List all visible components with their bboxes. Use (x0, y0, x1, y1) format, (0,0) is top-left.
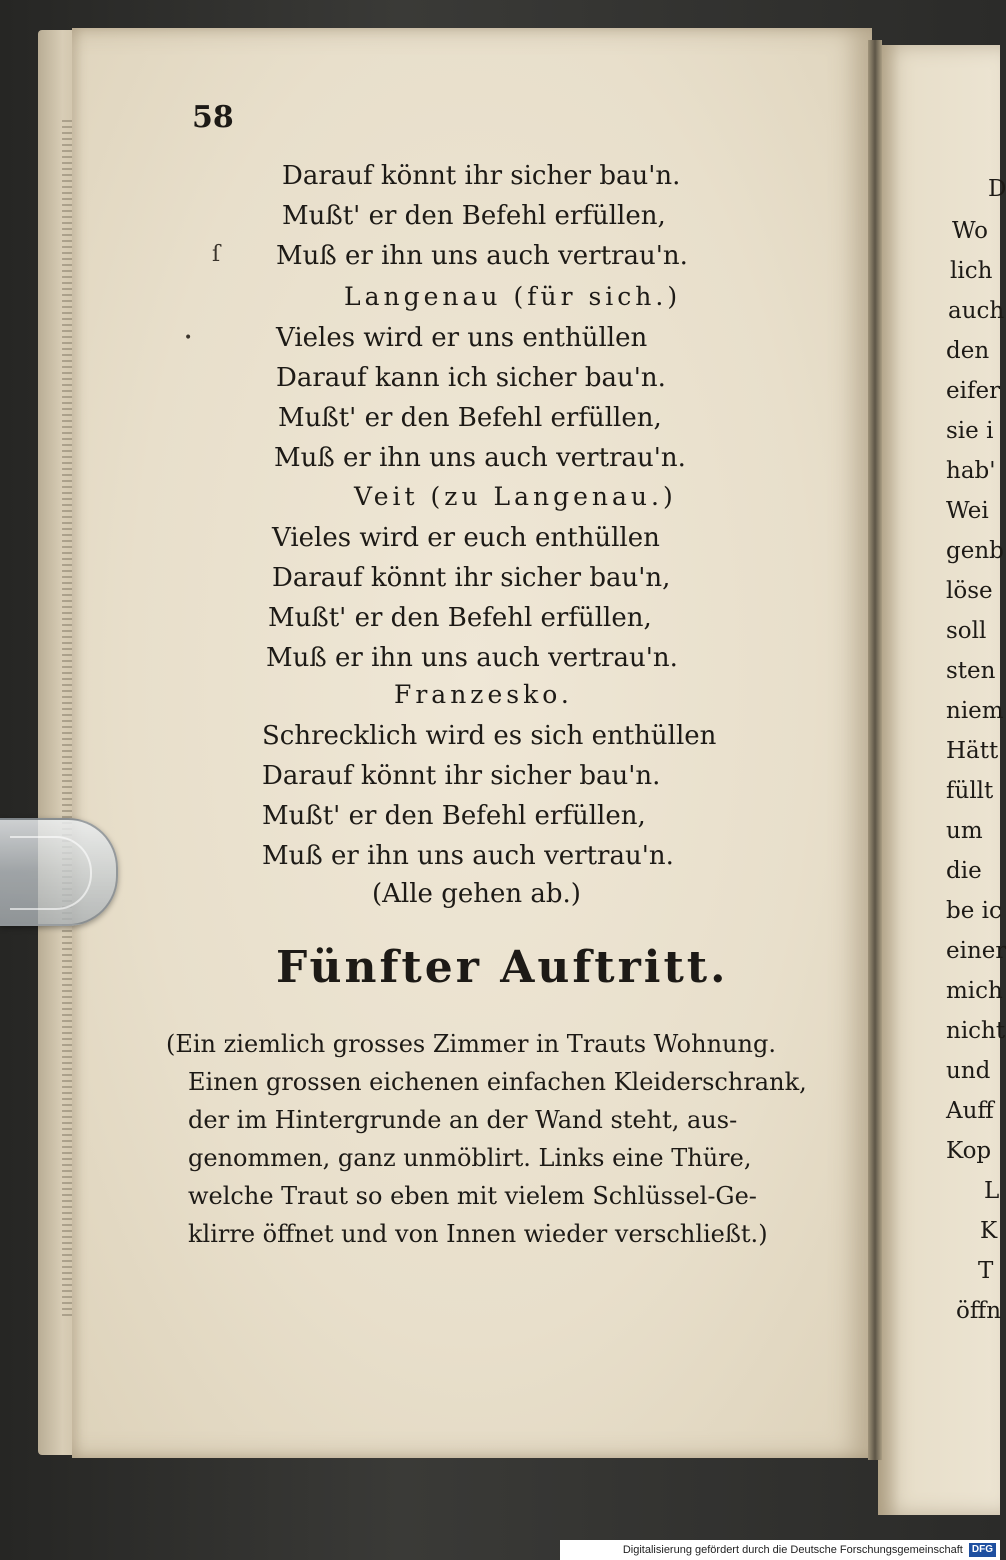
stage-direction-line: klirre öffnet und von Innen wieder verschließt.) (188, 1220, 768, 1248)
right-page-fragment: T (978, 1258, 994, 1284)
right-page-fragment: Hätt (946, 738, 999, 764)
dfg-logo: DFG (969, 1543, 996, 1557)
stage-direction-line: welche Traut so eben mit vielem Schlüssel-Ge- (188, 1182, 757, 1210)
verse-line: Muß er ihn uns auch vertrau'n. (274, 443, 686, 473)
stage-direction-line: genommen, ganz unmöblirt. Links eine Thüre, (188, 1144, 752, 1172)
verse-line: Mußt' er den Befehl erfüllen, (262, 801, 646, 831)
right-page-fragment: sie i (946, 418, 994, 444)
right-page-fragment: einer (946, 938, 1006, 964)
right-page-fragment: niem (946, 698, 1004, 724)
verse-line: Mußt' er den Befehl erfüllen, (278, 403, 662, 433)
right-page-fragment: K (980, 1218, 998, 1244)
verse-line: Mußt' er den Befehl erfüllen, (282, 201, 666, 231)
verse-line: Darauf kann ich sicher bau'n. (276, 363, 666, 393)
right-page-fragment: Kop (946, 1138, 992, 1164)
verse-line: Muß er ihn uns auch vertrau'n. (262, 841, 674, 871)
right-page-fragment: Wo (952, 218, 988, 244)
right-page-fragment: hab' (946, 458, 996, 484)
page-clip-inner (10, 836, 92, 910)
digitization-footer (560, 1540, 1000, 1560)
right-page-fragment: die (946, 858, 982, 884)
page-number: 58 (192, 100, 234, 135)
speaker-name: Langenau (für sich.) (344, 282, 682, 311)
verse-line: Vieles wird er euch enthüllen (272, 523, 660, 553)
page-clip (0, 818, 118, 926)
right-page-fragment: Wei (946, 498, 989, 524)
stage-exit: (Alle gehen ab.) (372, 879, 581, 909)
speaker-name: Veit (zu Langenau.) (354, 482, 677, 511)
right-page-fragment: soll (946, 618, 987, 644)
right-page-fragment: füllt (946, 778, 994, 804)
footer-text: Digitalisierung gefördert durch die Deutsche Forschungsgemeinschaft (622, 1544, 963, 1556)
verse-line: Mußt' er den Befehl erfüllen, (268, 603, 652, 633)
scene-heading: Fünfter Auftritt. (276, 942, 729, 993)
stage-direction-line: Einen grossen eichenen einfachen Kleiderschrank, (188, 1068, 807, 1096)
book-gutter (868, 40, 882, 1460)
verse-line: Darauf könnt ihr sicher bau'n. (282, 161, 681, 191)
right-page-fragment: eifer (946, 378, 1001, 404)
right-page-fragment: Auff (946, 1098, 994, 1124)
right-page-fragment: um (946, 818, 983, 844)
right-page-fragment: D (988, 176, 1006, 202)
right-page-fragment: sten (946, 658, 996, 684)
verse-line: Darauf könnt ihr sicher bau'n, (272, 563, 671, 593)
verse-line: Muß er ihn uns auch vertrau'n. (266, 643, 678, 673)
margin-mark: ſ (212, 242, 221, 267)
verse-line: Muß er ihn uns auch vertrau'n. (276, 241, 688, 271)
stage-direction-line: (Ein ziemlich grosses Zimmer in Trauts Wohnung. (166, 1030, 776, 1058)
right-page-fragment: L (984, 1178, 1000, 1204)
page-edge-texture (62, 120, 72, 1320)
verse-line: Schrecklich wird es sich enthüllen (262, 721, 717, 751)
right-page-fragment: lich (950, 258, 993, 284)
stage-direction-line: der im Hintergrunde an der Wand steht, aus- (188, 1106, 738, 1134)
right-page-fragment: auch (948, 298, 1005, 324)
ink-speck: • (184, 330, 193, 346)
verse-line: Vieles wird er uns enthüllen (276, 323, 648, 353)
right-page-fragment: nicht (946, 1018, 1006, 1044)
right-page-fragment: löse (946, 578, 993, 604)
right-page-fragment: mich (946, 978, 1003, 1004)
right-page-fragment: öffn (956, 1298, 1002, 1324)
right-page-fragment: und (946, 1058, 991, 1084)
right-page-fragment: be ic (946, 898, 1002, 924)
right-page-fragment: den (946, 338, 990, 364)
right-page-fragment: genb (946, 538, 1004, 564)
verse-line: Darauf könnt ihr sicher bau'n. (262, 761, 661, 791)
speaker-name: Franzesko. (394, 680, 573, 709)
